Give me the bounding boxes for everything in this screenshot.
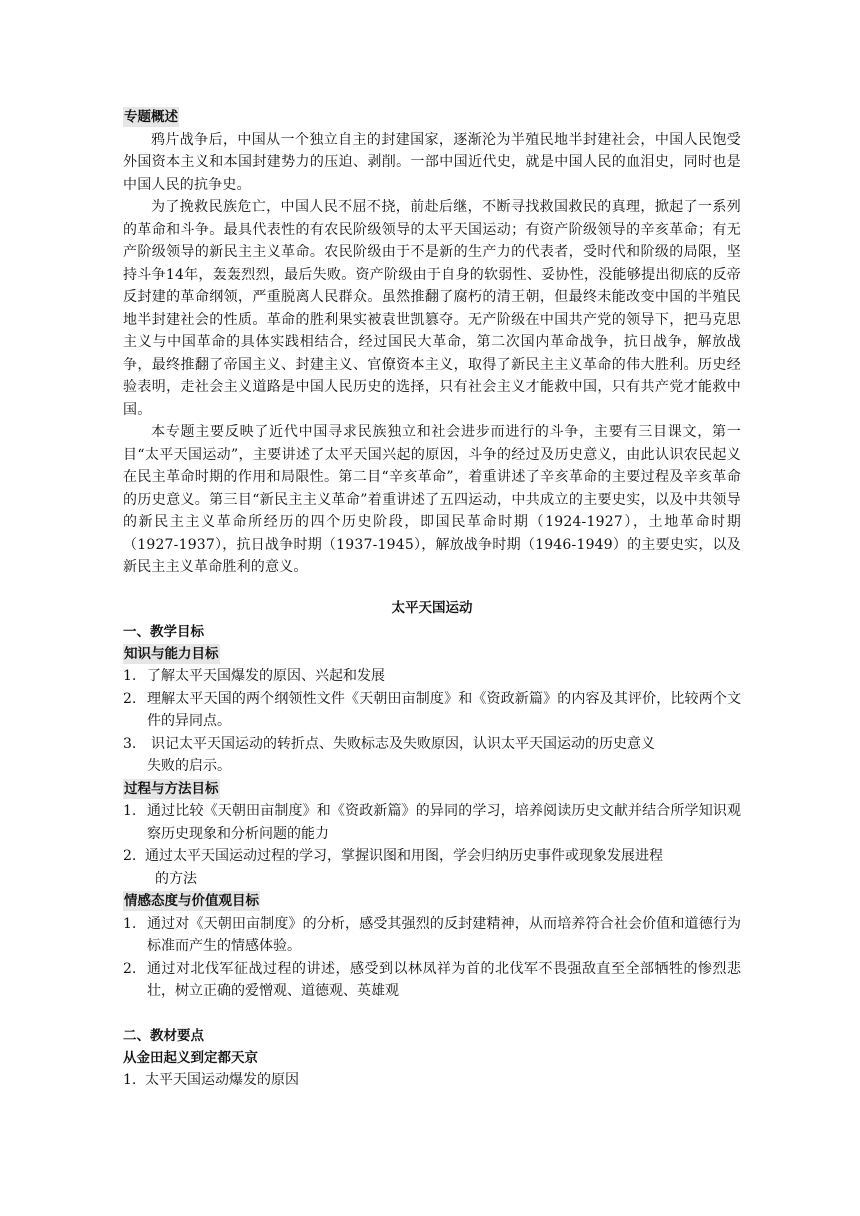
list-item: 1. 了解太平天国爆发的原因、兴起和发展 — [123, 668, 385, 684]
list-item-continuation: 的方法 — [155, 870, 197, 887]
teaching-goals-heading: 一、教学目标 — [123, 623, 204, 640]
overview-paragraph-2: 为了挽救民族危亡，中国人民不屈不挠，前赴后继，不断寻找救国救民的真理，掀起了一系列的革命和斗争。最具代表性的有农民阶级领导的太平天国运动；有资产阶级领导的辛亥革命；有无产阶级领导的新民主主义革命。农民阶级由于不是新的生产力的代表者，受时代和阶级的局限，坚持斗争14年，轰轰烈烈，最后失败。资产阶级由于自身的软弱性、妥协性，没能够提出彻底的反帝反封建的革命纲领，严重脱离人民群众。虽然推翻了腐朽的清王朝，但最终未能改变中国的半殖民地半封建社会的性质。革命的胜利果实被袁世凯篡夺。无产阶级在中国共产党的领导下，把马克思主义与中国革命的具体实践相结合，经过国民大革命，第二次国内革命战争，抗日战争，解放战争，最终推翻了帝国主义、封建主义、官僚资本主义，取得了新民主主义革命的伟大胜利。历史经验表明，走社会主义道路是中国人民历史的选择，只有社会主义才能救中国，只有共产党才能救中国。 — [123, 199, 741, 418]
document-page — [123, 106, 741, 1091]
textbook-points-heading: 二、教材要点 — [123, 1027, 204, 1044]
list-item: 3. 识记太平天国运动的转折点、失败标志及失败原因，认识太平天国运动的历史意义 — [123, 735, 655, 752]
list-item: 1. 通过对《天朝田亩制度》的分析，感受其强烈的反封建精神，从而培养符合社会价值和道德行为标准而产生的情感体验。 — [123, 915, 741, 954]
list-item: 2. 通过对北伐军征战过程的讲述，感受到以林凤祥为首的北伐军不畏强敌直至全部牺牲的惨烈悲壮，树立正确的爱憎观、道德观、英雄观 — [123, 960, 741, 999]
list-item: 2. 通过太平天国运动过程的学习，掌握识图和用图，学会归纳历史事件或现象发展进程 — [123, 848, 663, 864]
overview-paragraph-1: 鸦片战争后，中国从一个独立自主的封建国家，逐渐沦为半殖民地半封建社会，中国人民饱受外国资本主义和本国封建势力的压迫、剥削。一部中国近代史，就是中国人民的血泪史，同时也是中国人民的抗争史。 — [123, 131, 741, 193]
overview-heading: 专题概述 — [124, 109, 178, 125]
overview-paragraph-3: 本专题主要反映了近代中国寻求民族独立和社会进步而进行的斗争，主要有三目课文，第一目“太平天国运动”，主要讲述了太平天国兴起的原因，斗争的经过及历史意义，由此认识农民起义在民主革命时期的作用和局限性。第二目“辛亥革命”，着重讲述了辛亥革命的主要过程及辛亥革命的历史意义。第三目“新民主主义革命”着重讲述了五四运动，中共成立的主要史实，以及中共领导的新民主主义革命所经历的四个历史阶段，即国民革命时期（1924-1927），土地革命时期（1927-1937），抗日战争时期（1937-1945），解放战争时期（1946-1949）的主要史实，以及新民主主义革命胜利的意义。 — [123, 424, 741, 575]
textbook-subheading: 从金田起义到定都天京 — [123, 1049, 258, 1066]
section-title: 太平天国运动 — [391, 599, 473, 616]
emotion-goals-heading: 情感态度与价值观目标 — [124, 893, 259, 909]
list-item: 1. 太平天国运动爆发的原因 — [123, 1071, 299, 1088]
process-goals-heading: 过程与方法目标 — [124, 780, 219, 797]
list-item-continuation: 失败的启示。 — [147, 758, 231, 774]
list-item: 2. 理解太平天国的两个纲领性文件《天朝田亩制度》和《资政新篇》的内容及其评价，比较两个文件的异同点。 — [123, 690, 741, 729]
list-item: 1. 通过比较《天朝田亩制度》和《资政新篇》的异同的学习，培养阅读历史文献并结合所学知识观察历史现象和分析问题的能力 — [123, 803, 741, 842]
knowledge-goals-heading: 知识与能力目标 — [124, 645, 219, 662]
